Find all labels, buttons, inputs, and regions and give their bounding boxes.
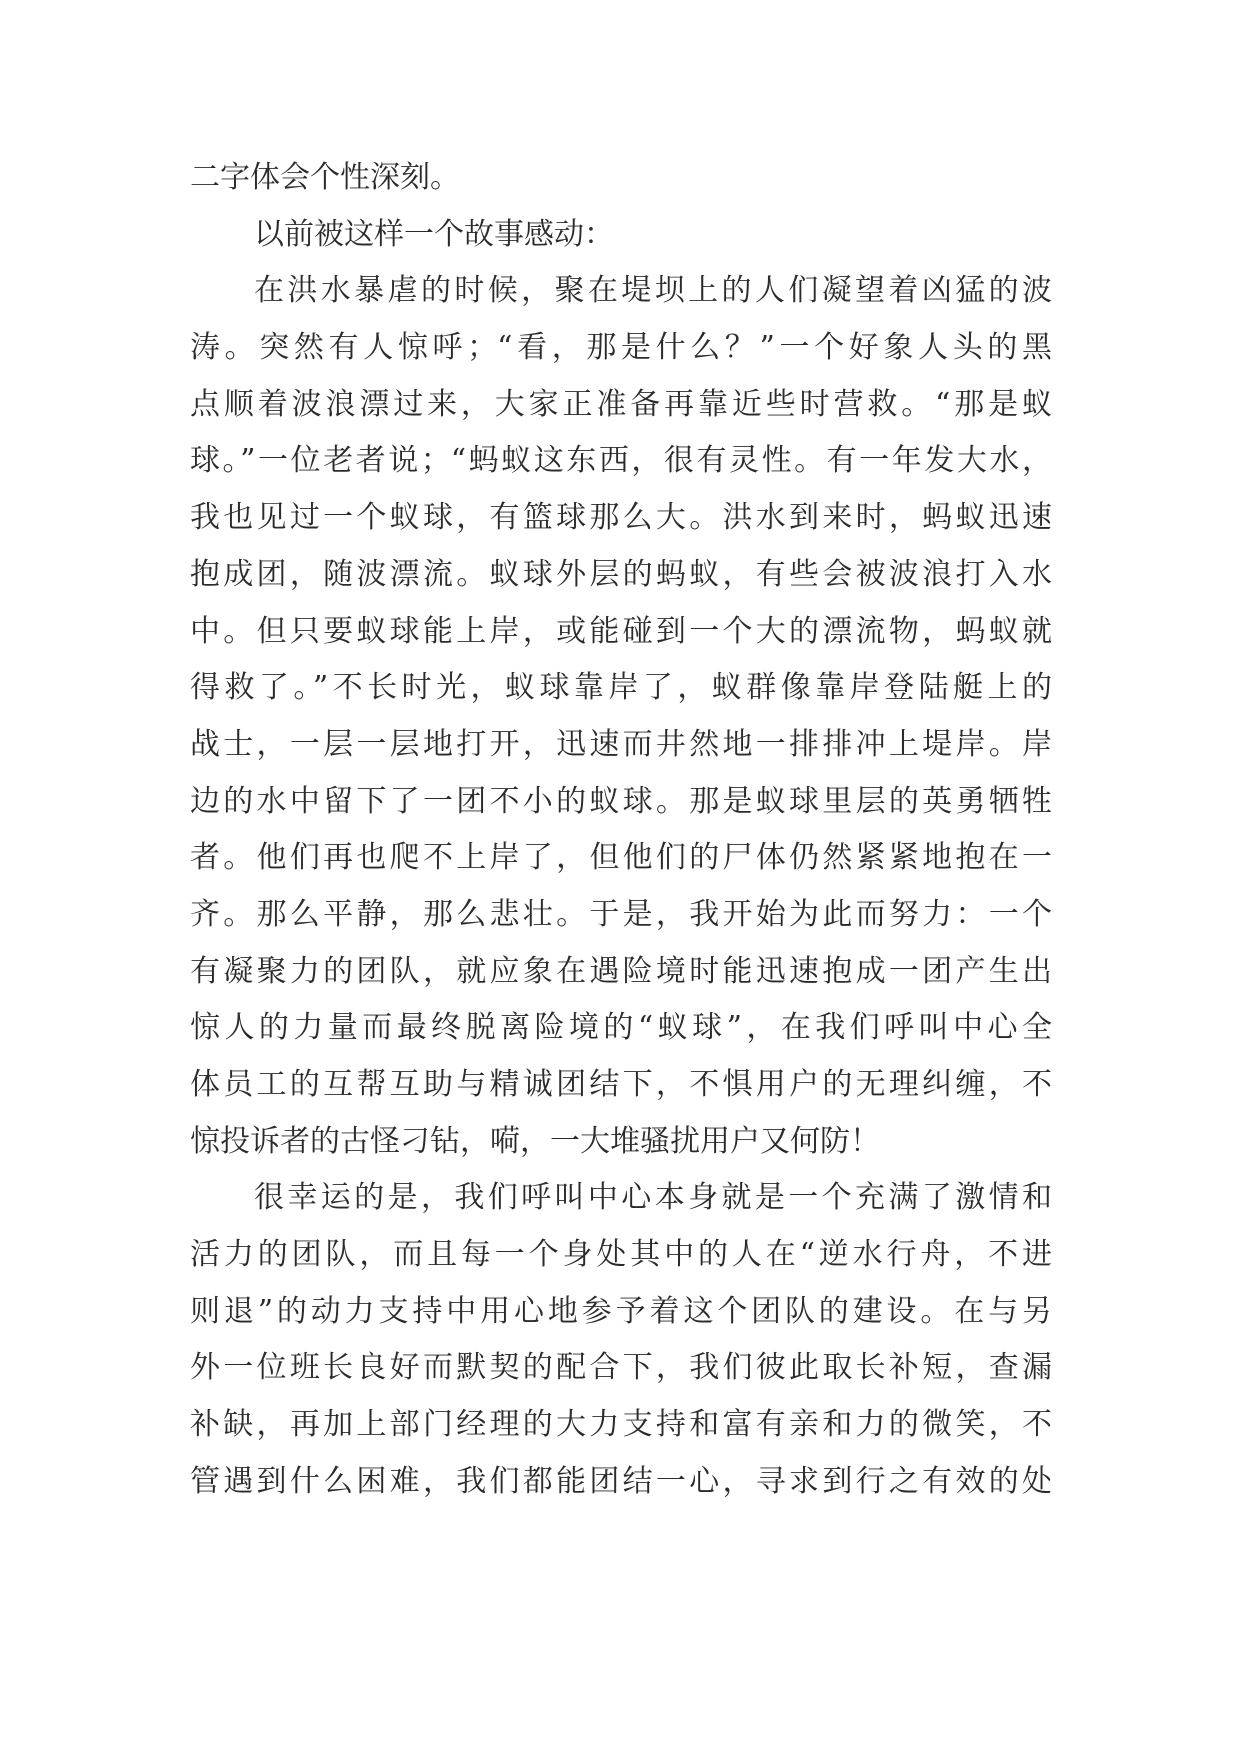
text-line: 外一位班长良好而默契的配合下，我们彼此取长补短，查漏 xyxy=(190,1350,1052,1386)
text-line: 补缺，再加上部门经理的大力支持和富有亲和力的微笑，不 xyxy=(190,1407,1052,1443)
text-line: 有凝聚力的团队，就应象在遇险境时能迅速抱成一团产生出 xyxy=(190,953,1052,989)
text-line: 中。但只要蚁球能上岸，或能碰到一个大的漂流物，蚂蚁就 xyxy=(190,613,1052,649)
text-line: 惊人的力量而最终脱离险境的“蚁球”，在我们呼叫中心全 xyxy=(190,1010,1052,1046)
text-line: 活力的团队，而且每一个身处其中的人在“逆水行舟，不进 xyxy=(190,1237,1052,1273)
text-line: 点顺着波浪漂过来，大家正准备再靠近些时营救。“那是蚁 xyxy=(190,386,1052,422)
paragraph-first-line: 以前被这样一个故事感动： xyxy=(254,216,614,252)
text-line: 惊投诉者的古怪刁钻，嗬，一大堆骚扰用户又何防！ xyxy=(190,1123,880,1159)
paragraph-first-line: 很幸运的是，我们呼叫中心本身就是一个充满了激情和 xyxy=(254,1180,1052,1216)
paragraph-first-line: 在洪水暴虐的时候，聚在堤坝上的人们凝望着凶猛的波 xyxy=(254,273,1052,309)
text-line: 战士，一层一层地打开，迅速而井然地一排排冲上堤岸。岸 xyxy=(190,726,1052,762)
text-line: 者。他们再也爬不上岸了，但他们的尸体仍然紧紧地抱在一 xyxy=(190,840,1052,876)
text-line: 得救了。”不长时光，蚁球靠岸了，蚁群像靠岸登陆艇上的 xyxy=(190,670,1052,706)
text-line: 球。”一位老者说；“蚂蚁这东西，很有灵性。有一年发大水， xyxy=(190,443,1052,479)
body-text xyxy=(190,150,1052,1511)
text-line: 我也见过一个蚁球，有篮球那么大。洪水到来时，蚂蚁迅速 xyxy=(190,500,1052,536)
text-line: 则退”的动力支持中用心地参予着这个团队的建设。在与另 xyxy=(190,1293,1052,1329)
text-line: 齐。那么平静，那么悲壮。于是，我开始为此而努力：一个 xyxy=(190,896,1052,932)
text-line: 涛。突然有人惊呼；“看，那是什么？”一个好象人头的黑 xyxy=(190,330,1052,366)
text-line: 边的水中留下了一团不小的蚁球。那是蚁球里层的英勇牺牲 xyxy=(190,783,1052,819)
text-line: 抱成团，随波漂流。蚁球外层的蚂蚁，有些会被波浪打入水 xyxy=(190,556,1052,592)
text-line: 体员工的互帮互助与精诚团结下，不惧用户的无理纠缠，不 xyxy=(190,1067,1052,1102)
text-line: 管遇到什么困难，我们都能团结一心，寻求到行之有效的处 xyxy=(190,1463,1052,1499)
text-line: 二字体会个性深刻。 xyxy=(190,160,460,195)
